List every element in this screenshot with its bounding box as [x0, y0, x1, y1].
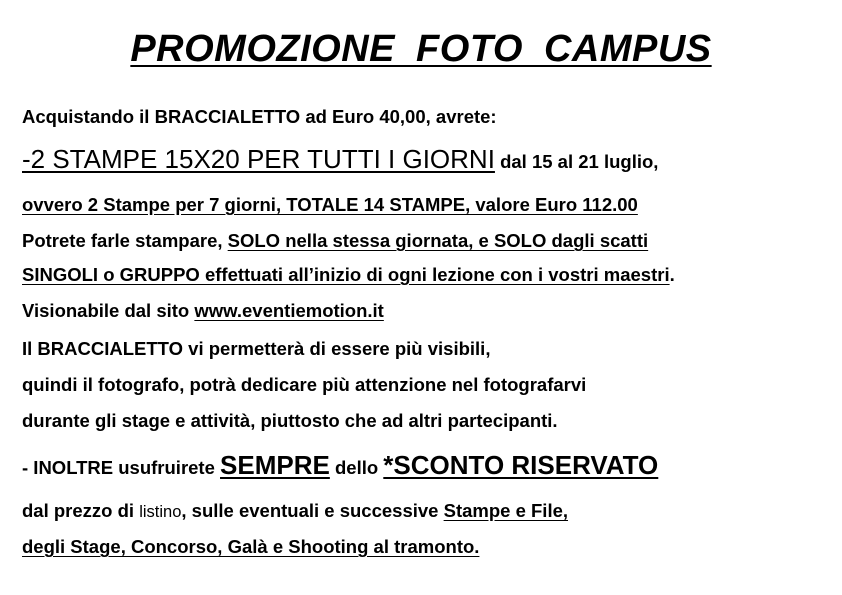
bracelet-line [22, 338, 490, 360]
stage-text: durante gli stage e attività, piuttosto che ad altri partecipanti. [22, 410, 558, 431]
pricelist-middle: , sulle eventuali e successive [181, 500, 444, 521]
pricelist-line [22, 500, 568, 522]
print-conditions-line [22, 230, 648, 252]
discount-of: dello [329, 457, 384, 478]
website-link[interactable]: www.eventiemotion.it [194, 300, 384, 321]
discount-prefix: - INOLTRE usufruirete [22, 457, 221, 478]
pricelist-prefix: dal prezzo di [22, 500, 140, 521]
offer-detail-line [22, 194, 638, 216]
events-text: degli Stage, Concorso, Galà e Shooting al tramonto. [22, 536, 480, 557]
discount-always: SEMPRE [220, 450, 330, 480]
shots-text: SINGOLI o GRUPPO effettuati all’inizio di ogni lezione con i vostri maestri [22, 264, 670, 285]
pricelist-word: listino [139, 503, 182, 521]
discount-reserved: *SCONTO RISERVATO [383, 450, 659, 480]
print-conditions-prefix: Potrete farle stampare, [22, 230, 228, 251]
offer-detail: ovvero 2 Stampe per 7 giorni, TOTALE 14 STAMPE, valore Euro 112.00 [22, 194, 638, 215]
shots-period: . [669, 264, 675, 285]
pricelist-prints-files: Stampe e File, [443, 500, 569, 521]
shots-line [22, 264, 675, 286]
bracelet-text: Il BRACCIALETTO vi permetterà di essere più visibili, [22, 338, 491, 359]
offer-dates: dal 15 al 21 luglio, [494, 151, 659, 172]
page-title: PROMOZIONE FOTO CAMPUS [130, 28, 712, 70]
website-line [22, 300, 384, 322]
intro-text: Acquistando il BRACCIALETTO ad Euro 40,00, avrete: [22, 106, 497, 127]
discount-line [22, 450, 658, 481]
events-line [22, 536, 479, 558]
offer-line [22, 144, 658, 175]
intro-line [22, 106, 497, 128]
offer-headline: -2 STAMPE 15X20 PER TUTTI I GIORNI [22, 144, 495, 174]
print-conditions-restriction: SOLO nella stessa giornata, e SOLO dagli scatti [227, 230, 649, 251]
photographer-line [22, 374, 586, 396]
website-prefix: Visionabile dal sito [22, 300, 195, 321]
photographer-text: quindi il fotografo, potrà dedicare più attenzione nel fotografarvi [22, 374, 587, 395]
stage-line [22, 410, 558, 432]
